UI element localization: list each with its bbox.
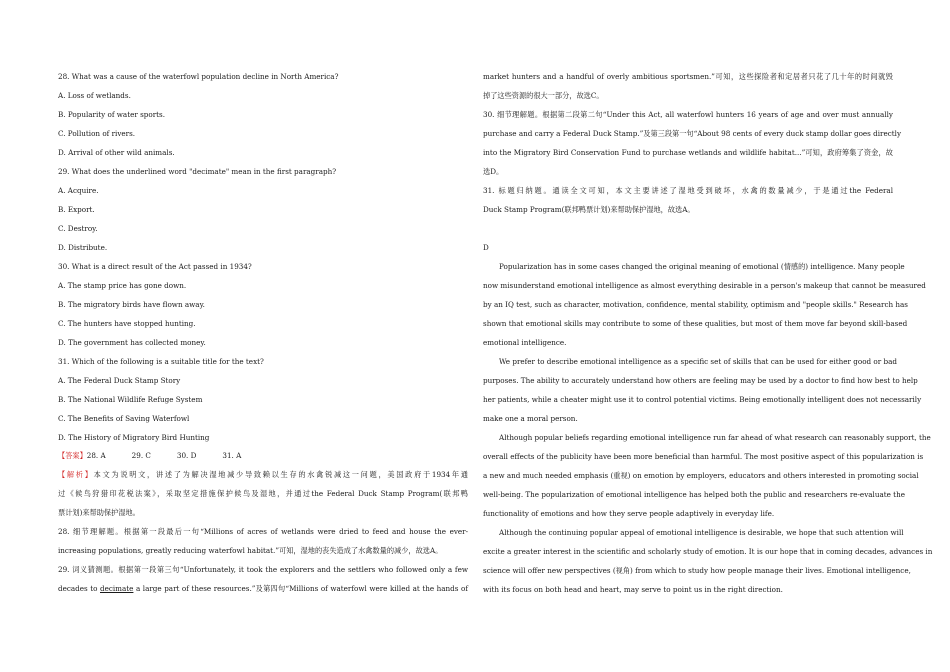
q30-option-d: D. The government has collected money. bbox=[58, 338, 206, 347]
q31-option-a: A. The Federal Duck Stamp Story bbox=[58, 376, 181, 385]
section-d-label: D bbox=[483, 243, 489, 252]
para2-line3: her patients, while a cheater might use it to control potential victims. Being emotionally intelligent does not necessarily bbox=[483, 395, 922, 404]
q28-option-a: A. Loss of wetlands. bbox=[58, 91, 131, 100]
analysis-28-line1: 28. 细节理解题。根据第一段最后一句“Millions of acres of wetlands were dried to feed and house the ever- bbox=[58, 527, 468, 536]
analysis-intro-line3: 票计划)来帮助保护湿地。 bbox=[58, 508, 140, 517]
q30-option-c: C. The hunters have stopped hunting. bbox=[58, 319, 196, 328]
answer-28: 28. A bbox=[86, 451, 106, 460]
q30-option-b: B. The migratory birds have flown away. bbox=[58, 300, 205, 309]
analysis-30-line1: 30. 细节理解题。根据第二段第二句“Under this Act, all waterfowl hunters 16 years of age and over must annually bbox=[483, 110, 893, 119]
para4-line2: excite a greater interest in the scientific and scholarly study of emotion. It is our hope that in coming decades, advances in bbox=[483, 547, 933, 556]
para3-line2: overall effects of the publicity have been more beneficial than harmful. The most positive aspect of this popularization is bbox=[483, 452, 924, 461]
analysis-intro-line1: 【解析】本文为说明文，讲述了为解决湿地减少导致赖以生存的水禽锐减这一问题，美国政府于1934年通 bbox=[58, 470, 468, 479]
analysis-29-cont-line2: 掉了这些资源的很大一部分，故选C。 bbox=[483, 91, 604, 100]
q29-option-d: D. Distribute. bbox=[58, 243, 108, 252]
para2-line2: purposes. The ability to accurately understand how others are feeling may be used by a doctor to find how best to help bbox=[483, 376, 918, 385]
para4-line3: science will offer new perspectives (视角) from which to study how people manage their lives. Emotional intelligence, bbox=[483, 566, 911, 575]
answer-31: 31. A bbox=[222, 451, 242, 460]
underlined-word-decimate: decimate bbox=[100, 584, 134, 593]
q28-option-b: B. Popularity of water sports. bbox=[58, 110, 165, 119]
q30-option-a: A. The stamp price has gone down. bbox=[58, 281, 187, 290]
question-28: 28. What was a cause of the waterfowl population decline in North America? bbox=[58, 72, 339, 81]
para1-line1: Popularization has in some cases changed the original meaning of emotional (情感的) intelligence. Many people bbox=[499, 262, 905, 271]
analysis-28-line2: increasing populations, greatly reducing waterfowl habitat.”可知，湿地的丧失造成了水禽数量的减少，故选A。 bbox=[58, 546, 443, 555]
answer-tag: 【答案】 bbox=[58, 451, 87, 460]
para3-line4: well-being. The popularization of emotional intelligence has helped both the public and researchers re-evaluate the bbox=[483, 490, 905, 499]
analysis-30-line2: purchase and carry a Federal Duck Stamp.”及第三段第一句“About 98 cents of every duck stamp dollar goes directly bbox=[483, 129, 902, 138]
q29-option-b: B. Export. bbox=[58, 205, 95, 214]
q31-option-c: C. The Benefits of Saving Waterfowl bbox=[58, 414, 190, 423]
answer-29: 29. C bbox=[131, 451, 151, 460]
para3-line1: Although popular beliefs regarding emotional intelligence run far ahead of what research can reasonably support, the bbox=[499, 433, 931, 442]
para2-line1: We prefer to describe emotional intelligence as a specific set of skills that can be used for either good or bad bbox=[499, 357, 897, 366]
q28-option-c: C. Pollution of rivers. bbox=[58, 129, 136, 138]
para1-line5: emotional intelligence. bbox=[483, 338, 567, 347]
q31-option-d: D. The History of Migratory Bird Hunting bbox=[58, 433, 210, 442]
para1-line3: by an IQ test, such as character, motivation, confidence, mental stability, optimism and "people skills." Research has bbox=[483, 300, 908, 309]
analysis-29-cont-line1: market hunters and a handful of overly ambitious sportsmen.”可知，这些探险者和定居者只花了几十年的时间就毁 bbox=[483, 72, 893, 81]
para3-line3: a new and much needed emphasis (重视) on emotion by employers, educators and others interested in promoting social bbox=[483, 471, 919, 480]
q29-option-a: A. Acquire. bbox=[58, 186, 99, 195]
answer-line bbox=[58, 451, 241, 461]
para4-line4: with its focus on both head and heart, may serve to point us in the right direction. bbox=[483, 585, 783, 594]
analysis-29-line2: decades to decimate a large part of these resources.”及第四句“Millions of waterfowl were killed at the hands of bbox=[58, 584, 468, 593]
question-30: 30. What is a direct result of the Act passed in 1934? bbox=[58, 262, 252, 271]
analysis-29-line1: 29. 词义猜测题。根据第一段第三句“Unfortunately, it took the explorers and the settlers who followed only a few bbox=[58, 565, 468, 574]
para2-line4: make one a moral person. bbox=[483, 414, 578, 423]
question-29: 29. What does the underlined word "decimate" mean in the first paragraph? bbox=[58, 167, 337, 176]
analysis-31-line2: Duck Stamp Program(联邦鸭票计划)来帮助保护湿地，故选A。 bbox=[483, 205, 695, 214]
analysis-30-line4: 选D。 bbox=[483, 167, 504, 176]
para1-line4: shown that emotional skills may contribute to some of these qualities, but most of them move far beyond skill-based bbox=[483, 319, 908, 328]
question-31: 31. Which of the following is a suitable title for the text? bbox=[58, 357, 264, 366]
para3-line5: functionality of emotions and how they serve people adaptively in everyday life. bbox=[483, 509, 775, 518]
para1-line2: now misunderstand emotional intelligence as almost everything desirable in a person's makeup that cannot be measured bbox=[483, 281, 926, 290]
analysis-intro-line2: 过《候鸟狩猎印花税法案》，采取坚定措施保护候鸟及湿地，并通过the Federal Duck Stamp Program(联邦鸭 bbox=[58, 489, 468, 498]
para4-line1: Although the continuing popular appeal of emotional intelligence is desirable, we hope that such attention will bbox=[499, 528, 904, 537]
q28-option-d: D. Arrival of other wild animals. bbox=[58, 148, 175, 157]
analysis-tag: 【解析】 bbox=[58, 470, 94, 479]
answer-30: 30. D bbox=[176, 451, 197, 460]
q29-option-c: C. Destroy. bbox=[58, 224, 98, 233]
analysis-31-line1: 31. 标题归纳题。通读全文可知，本文主要讲述了湿地受到破坏，水禽的数量减少，于是通过the Federal bbox=[483, 186, 893, 195]
q31-option-b: B. The National Wildlife Refuge System bbox=[58, 395, 203, 404]
analysis-30-line3: into the Migratory Bird Conservation Fund to purchase wetlands and wildlife habitat...”可知，政府筹集了资金，故 bbox=[483, 148, 893, 157]
